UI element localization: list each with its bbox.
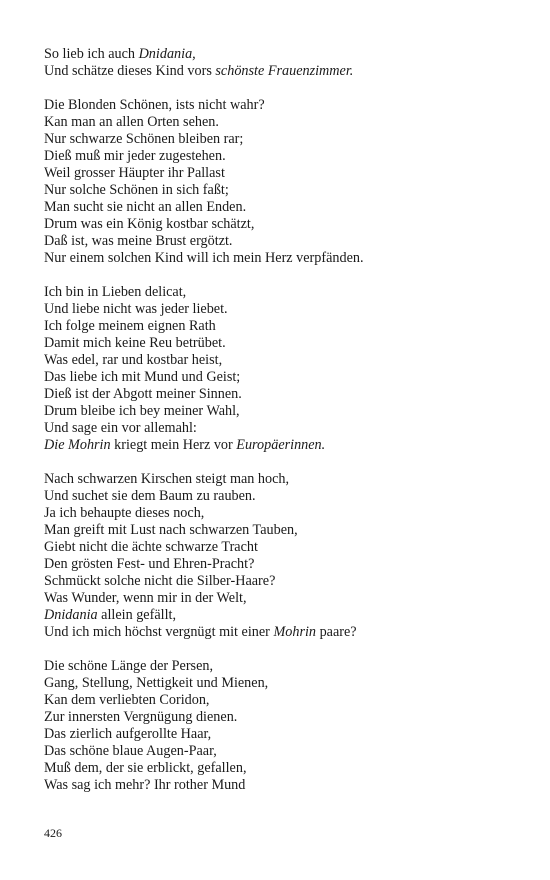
- verse-line: [44, 607, 524, 624]
- verse-line: [44, 505, 524, 522]
- text-segment: Man greift mit Lust nach schwarzen Tauben,: [44, 522, 298, 538]
- text-segment: Damit mich keine Reu betrübet.: [44, 335, 226, 351]
- text-segment: Zur innersten Vergnügung dienen.: [44, 709, 238, 725]
- text-segment: Nur schwarze Schönen bleiben rar;: [44, 131, 244, 147]
- verse-line: [44, 284, 524, 301]
- verse-line: [44, 386, 524, 403]
- text-segment: Was sag ich mehr? Ihr rother Mund: [44, 777, 246, 793]
- verse-line: [44, 46, 524, 63]
- text-segment: Man sucht sie nicht an allen Enden.: [44, 199, 247, 215]
- text-segment: Daß ist, was meine Brust ergötzt.: [44, 233, 233, 249]
- italic-text: Europäerinnen.: [236, 437, 326, 453]
- text-segment: Ich folge meinem eignen Rath: [44, 318, 216, 334]
- text-segment: allein gefällt,: [97, 607, 177, 623]
- verse-line: [44, 114, 524, 131]
- text-segment: Drum bleibe ich bey meiner Wahl,: [44, 403, 240, 419]
- verse-line: [44, 777, 524, 794]
- text-segment: Weil grosser Häupter ihr Pallast: [44, 165, 225, 181]
- text-segment: Nur solche Schönen in sich faßt;: [44, 182, 229, 198]
- text-segment: Was edel, rar und kostbar heist,: [44, 352, 223, 368]
- stanza: [44, 284, 524, 454]
- verse-line: [44, 131, 524, 148]
- verse-line: [44, 165, 524, 182]
- stanza: [44, 471, 524, 641]
- verse-line: [44, 403, 524, 420]
- italic-text: Die Mohrin: [44, 437, 111, 453]
- verse-line: [44, 624, 524, 641]
- text-segment: Ja ich behaupte dieses noch,: [44, 505, 205, 521]
- text-segment: kriegt mein Herz vor: [110, 437, 237, 453]
- italic-text: schönste Frauenzimmer.: [215, 63, 354, 79]
- verse-line: [44, 97, 524, 114]
- verse-line: [44, 301, 524, 318]
- text-segment: Nur einem solchen Kind will ich mein Herz verpfänden.: [44, 250, 364, 266]
- verse-line: [44, 437, 524, 454]
- verse-line: [44, 539, 524, 556]
- stanza: [44, 97, 524, 267]
- stanza: [44, 46, 524, 80]
- text-segment: Und schätze dieses Kind vors: [44, 63, 216, 79]
- verse-line: [44, 369, 524, 386]
- verse-line: [44, 590, 524, 607]
- verse-line: [44, 250, 524, 267]
- italic-text: Mohrin: [273, 624, 317, 640]
- verse-line: [44, 148, 524, 165]
- text-segment: Dieß ist der Abgott meiner Sinnen.: [44, 386, 242, 402]
- text-segment: So lieb ich auch: [44, 46, 139, 62]
- text-segment: Das zierlich aufgerollte Haar,: [44, 726, 212, 742]
- text-segment: Und liebe nicht was jeder liebet.: [44, 301, 228, 317]
- stanza: [44, 658, 524, 794]
- text-segment: Das schöne blaue Augen-Paar,: [44, 743, 217, 759]
- text-segment: Dieß muß mir jeder zugestehen.: [44, 148, 226, 164]
- text-segment: Und suchet sie dem Baum zu rauben.: [44, 488, 256, 504]
- verse-line: [44, 335, 524, 352]
- verse-line: [44, 63, 524, 80]
- text-segment: Gang, Stellung, Nettigkeit und Mienen,: [44, 675, 269, 691]
- italic-text: Dnidania,: [138, 46, 196, 62]
- page-number: 426: [44, 826, 62, 840]
- text-segment: Und sage ein vor allemahl:: [44, 420, 197, 436]
- verse-line: [44, 743, 524, 760]
- text-segment: Drum was ein König kostbar schätzt,: [44, 216, 255, 232]
- text-segment: Muß dem, der sie erblickt, gefallen,: [44, 760, 247, 776]
- text-segment: Kan dem verliebten Coridon,: [44, 692, 210, 708]
- text-segment: Giebt nicht die ächte schwarze Tracht: [44, 539, 258, 555]
- verse-line: [44, 760, 524, 777]
- verse-line: [44, 709, 524, 726]
- verse-line: [44, 556, 524, 573]
- text-segment: Die Blonden Schönen, ists nicht wahr?: [44, 97, 265, 113]
- poem-text: [44, 46, 524, 811]
- verse-line: [44, 658, 524, 675]
- verse-line: [44, 352, 524, 369]
- text-segment: Kan man an allen Orten sehen.: [44, 114, 219, 130]
- text-segment: Was Wunder, wenn mir in der Welt,: [44, 590, 247, 606]
- text-segment: Schmückt solche nicht die Silber-Haare?: [44, 573, 276, 589]
- verse-line: [44, 488, 524, 505]
- verse-line: [44, 420, 524, 437]
- verse-line: [44, 318, 524, 335]
- verse-line: [44, 471, 524, 488]
- text-segment: Nach schwarzen Kirschen steigt man hoch,: [44, 471, 290, 487]
- verse-line: [44, 675, 524, 692]
- text-segment: Und ich mich höchst vergnügt mit einer: [44, 624, 274, 640]
- verse-line: [44, 182, 524, 199]
- text-segment: Ich bin in Lieben delicat,: [44, 284, 187, 300]
- verse-line: [44, 233, 524, 250]
- text-segment: Die schöne Länge der Persen,: [44, 658, 214, 674]
- verse-line: [44, 522, 524, 539]
- verse-line: [44, 216, 524, 233]
- verse-line: [44, 692, 524, 709]
- verse-line: [44, 726, 524, 743]
- text-segment: Den grösten Fest- und Ehren-Pracht?: [44, 556, 255, 572]
- text-segment: Das liebe ich mit Mund und Geist;: [44, 369, 241, 385]
- verse-line: [44, 199, 524, 216]
- text-segment: paare?: [316, 624, 357, 640]
- italic-text: Dnidania: [44, 607, 98, 623]
- verse-line: [44, 573, 524, 590]
